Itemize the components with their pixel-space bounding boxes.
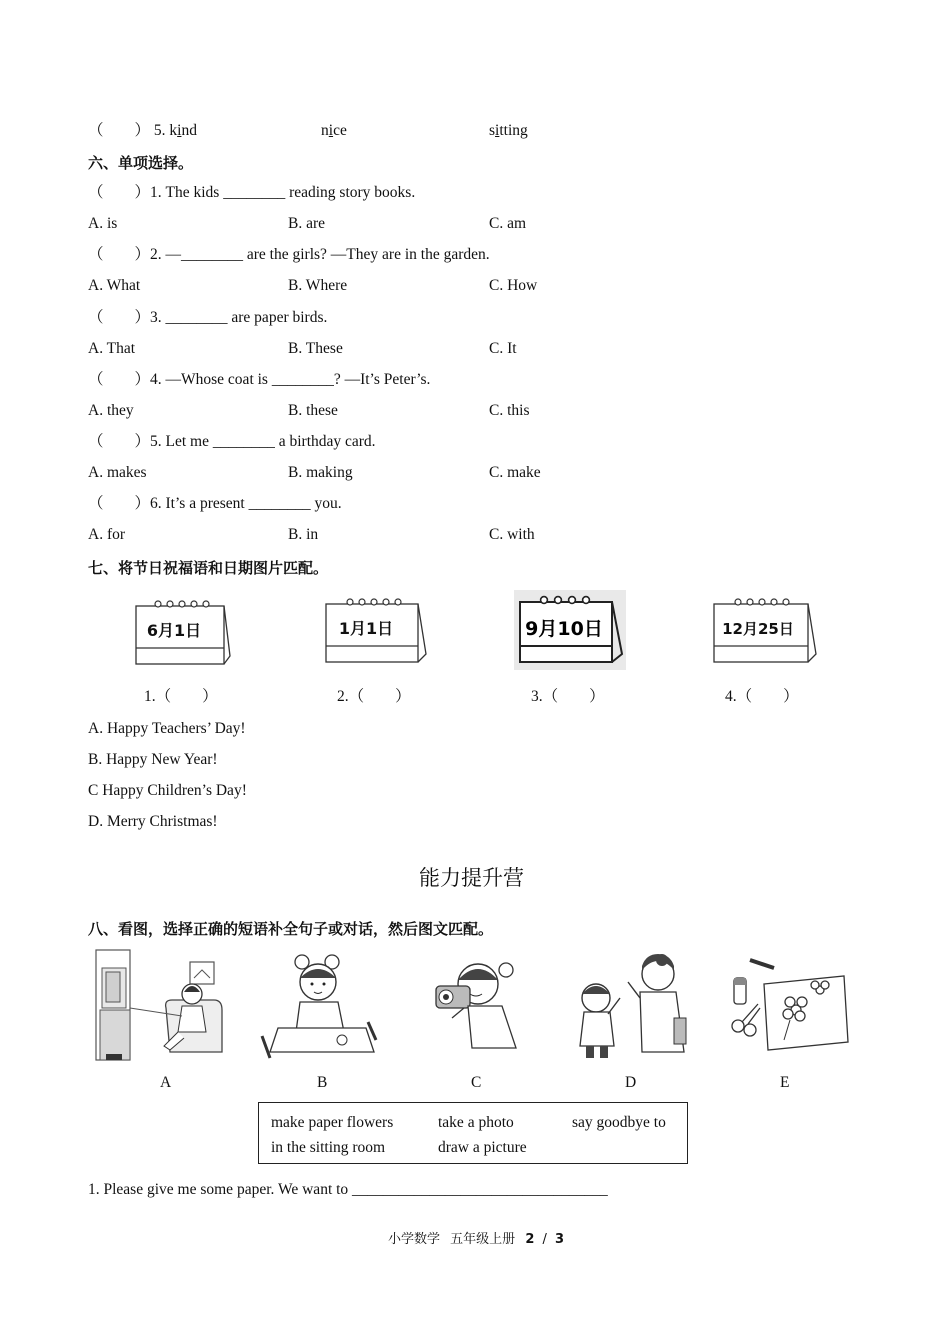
question-text: 6. It’s a present ________ you. xyxy=(150,495,342,512)
choice-option: C. am xyxy=(489,215,527,232)
phrase-item: take a photo xyxy=(438,1114,514,1131)
section-title: 能力提升营 xyxy=(419,866,524,890)
question-text: 2. —________ are the girls? —They are in the garden. xyxy=(150,246,490,263)
answer-paren: （ ） xyxy=(88,433,151,450)
calendar-label-3: 3.（ ） xyxy=(531,688,605,705)
calendar-12-25-image xyxy=(710,594,822,668)
section-heading: 八、看图，选择正确的短语补全句子或对话，然后图文匹配。 xyxy=(88,920,494,938)
sitting-room-picture xyxy=(94,948,228,1064)
greeting-option: A. Happy Teachers’ Day! xyxy=(88,720,246,737)
choice-option: B. are xyxy=(288,215,326,232)
drawing-girl-picture xyxy=(256,948,390,1064)
word-nice: nice xyxy=(321,122,347,139)
choice-option: A. What xyxy=(88,277,141,294)
question-row xyxy=(88,183,415,203)
choice-option: C. with xyxy=(489,526,535,543)
word-sitting: sitting xyxy=(489,122,528,139)
question-row xyxy=(88,494,342,514)
greeting-option: B. Happy New Year! xyxy=(88,751,218,768)
choice-option: A. is xyxy=(88,215,118,232)
phrase-item: make paper flowers xyxy=(271,1114,394,1131)
choice-option: A. for xyxy=(88,526,126,543)
choice-option: B. Where xyxy=(288,277,348,294)
choice-option: C. make xyxy=(489,464,541,481)
word-kind: kind xyxy=(169,122,197,139)
choice-option: A. That xyxy=(88,340,136,357)
picture-label-e: E xyxy=(780,1074,790,1091)
question-text: 4. —Whose coat is ________? —It’s Peter’s. xyxy=(150,371,431,388)
question-text: 1. The kids ________ reading story books. xyxy=(150,184,416,201)
greeting-option: D. Merry Christmas! xyxy=(88,813,218,830)
greeting-option: C Happy Children’s Day! xyxy=(88,782,247,799)
picture-label-d: D xyxy=(625,1074,637,1091)
phrase-item: in the sitting room xyxy=(271,1139,386,1156)
page-footer xyxy=(388,1228,564,1247)
footer-separator: / xyxy=(542,1232,547,1247)
choice-option: A. makes xyxy=(88,464,147,481)
question-row xyxy=(88,370,430,390)
footer-total: 3 xyxy=(555,1232,565,1247)
calendar-label-1: 1.（ ） xyxy=(144,688,218,705)
choice-option: B. these xyxy=(288,402,338,419)
goodbye-picture xyxy=(566,948,700,1064)
answer-paren: （ ） xyxy=(88,122,151,139)
choice-option: B. in xyxy=(288,526,319,543)
picture-label-c: C xyxy=(471,1074,482,1091)
question-text: 3. ________ are paper birds. xyxy=(150,309,328,326)
section-heading: 七、将节日祝福语和日期图片匹配。 xyxy=(88,559,329,577)
question-text: 5. Let me ________ a birthday card. xyxy=(150,433,376,450)
choice-option: A. they xyxy=(88,402,134,419)
question-row xyxy=(88,245,490,265)
calendar-date: 1月1日 xyxy=(338,619,394,638)
calendar-9-10-image xyxy=(512,590,628,670)
photo-girl-picture xyxy=(412,948,546,1064)
question-row xyxy=(88,432,376,452)
choice-option: C. It xyxy=(489,340,517,357)
answer-paren: （ ） xyxy=(88,184,151,201)
calendar-date: 9月10日 xyxy=(525,618,603,640)
question-number: 5. xyxy=(153,122,166,139)
answer-paren: （ ） xyxy=(88,495,151,512)
calendar-date: 6月1日 xyxy=(146,621,202,640)
footer-page: 2 xyxy=(525,1232,535,1247)
picture-label-b: B xyxy=(317,1074,328,1091)
choice-option: B. These xyxy=(288,340,343,357)
picture-label-a: A xyxy=(160,1074,172,1091)
fill-in-question: 1. Please give me some paper. We want to _________________________________ xyxy=(88,1181,608,1198)
calendar-1-1-image xyxy=(322,594,432,668)
choice-option: C. How xyxy=(489,277,538,294)
calendar-date: 12月25日 xyxy=(722,620,794,638)
calendar-label-2: 2.（ ） xyxy=(337,688,411,705)
answer-paren: （ ） xyxy=(88,309,151,326)
phrase-item: say goodbye to xyxy=(572,1114,666,1131)
paper-flower-picture xyxy=(720,954,854,1070)
calendar-label-4: 4.（ ） xyxy=(725,688,799,705)
answer-paren: （ ） xyxy=(88,246,151,263)
footer-subject: 小学数学 xyxy=(388,1232,441,1247)
phrase-item: draw a picture xyxy=(438,1139,527,1156)
choice-option: C. this xyxy=(489,402,530,419)
answer-paren: （ ） xyxy=(88,371,151,388)
section-heading: 六、单项选择。 xyxy=(88,154,194,172)
question-row xyxy=(88,308,327,328)
question-row xyxy=(88,121,197,141)
footer-grade: 五年级上册 xyxy=(450,1232,516,1247)
calendar-6-1-image xyxy=(132,596,232,668)
choice-option: B. making xyxy=(288,464,353,481)
